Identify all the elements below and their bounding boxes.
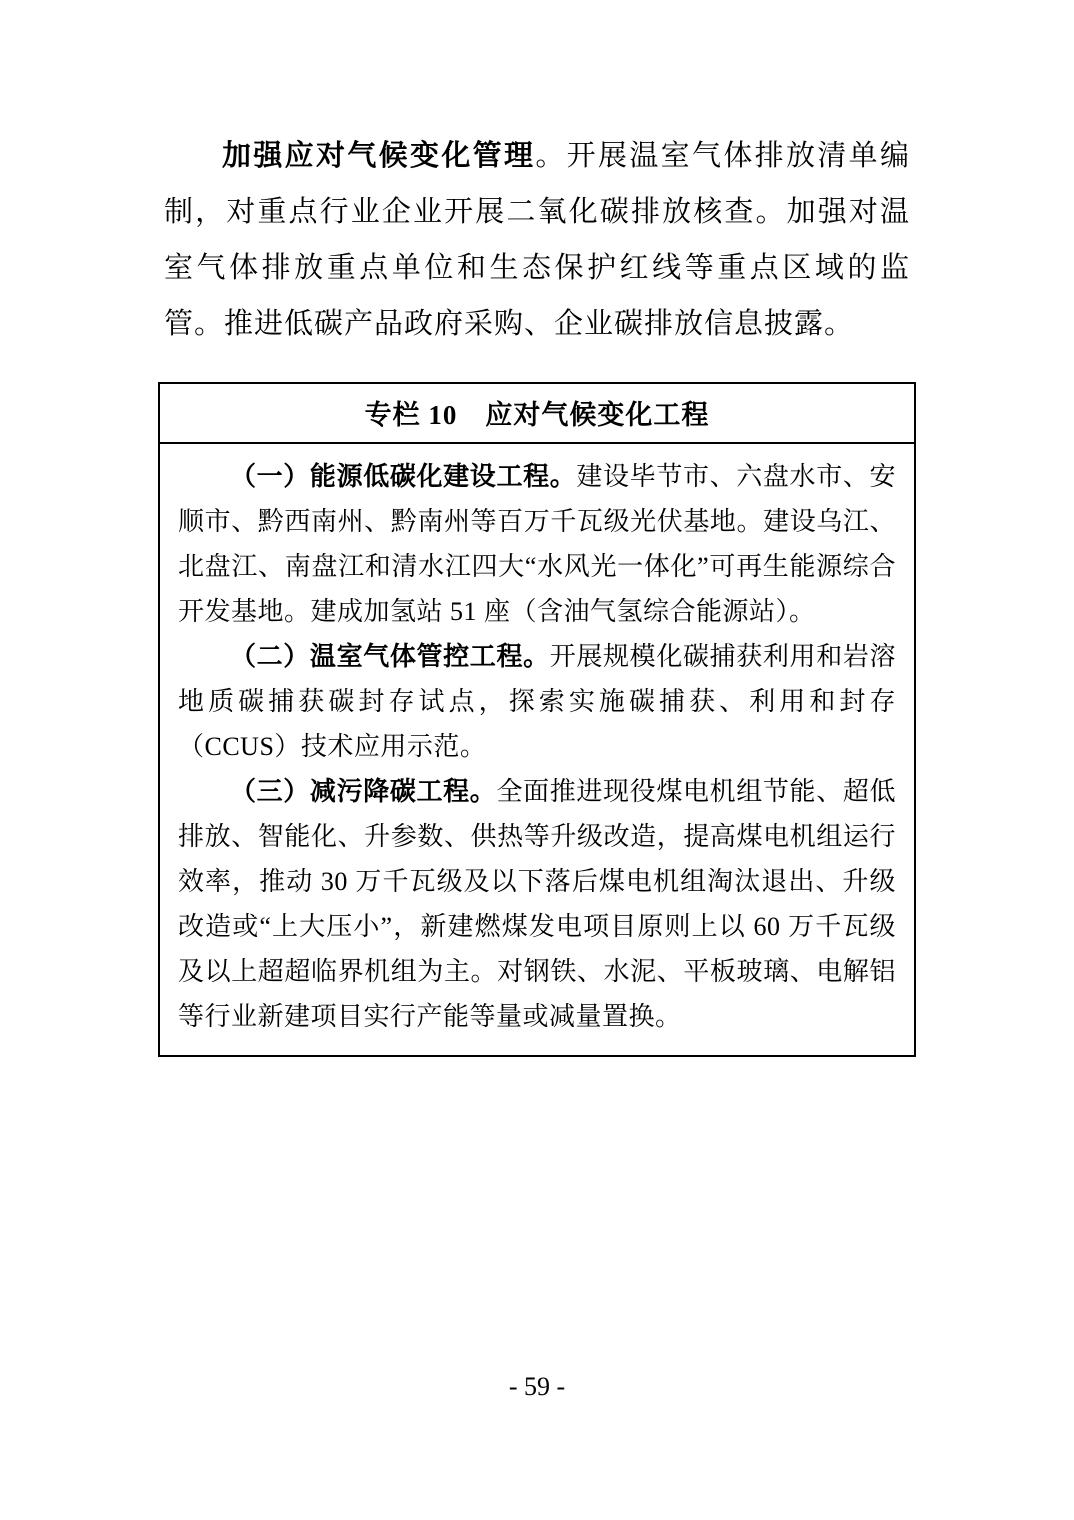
box-section-2 — [178, 634, 896, 769]
page-number: - 59 - — [508, 1372, 566, 1401]
box-section-3-body: 全面推进现役煤电机组节能、超低排放、智能化、升参数、供热等升级改造，提高煤电机组运行效率，推动 30 万千瓦级及以下落后煤电机组淘汰退出、升级改造或“上大压小”，新建燃煤发电项目原则上以 60 万千瓦级及以上超超临界机组为主。对钢铁、水泥、平板玻璃、电解铝等行业新建项目实行产能等量或减量置换。 — [178, 777, 896, 1031]
box-section-1-body: 建设毕节市、六盘水市、安顺市、黔西南州、黔南州等百万千瓦级光伏基地。建设乌江、北盘江、南盘江和清水江四大“水风光一体化”可再生能源综合开发基地。建成加氢站 51 座（含油气氢综合能源站）。 — [178, 462, 896, 626]
box-section-1-heading: （一）能源低碳化建设工程。 — [230, 462, 577, 491]
box-title: 专栏 10 应对气候变化工程 — [160, 384, 914, 444]
box-body — [160, 444, 914, 1055]
intro-lead-bold: 加强应对气候变化管理 — [222, 140, 536, 172]
intro-paragraph — [164, 128, 910, 352]
box-section-3 — [178, 769, 896, 1039]
box-section-2-body: 开展规模化碳捕获利用和岩溶地质碳捕获碳封存试点，探索实施碳捕获、利用和封存（CCUS）技术应用示范。 — [178, 642, 896, 761]
feature-box — [158, 382, 916, 1057]
box-section-1 — [178, 454, 896, 634]
intro-body-text: 。开展温室气体排放清单编制，对重点行业企业开展二氧化碳排放核查。加强对温室气体排放重点单位和生态保护红线等重点区域的监管。推进低碳产品政府采购、企业碳排放信息披露。 — [164, 140, 910, 340]
box-section-2-heading: （二）温室气体管控工程。 — [230, 642, 550, 671]
box-section-3-heading: （三）减污降碳工程。 — [230, 777, 497, 806]
